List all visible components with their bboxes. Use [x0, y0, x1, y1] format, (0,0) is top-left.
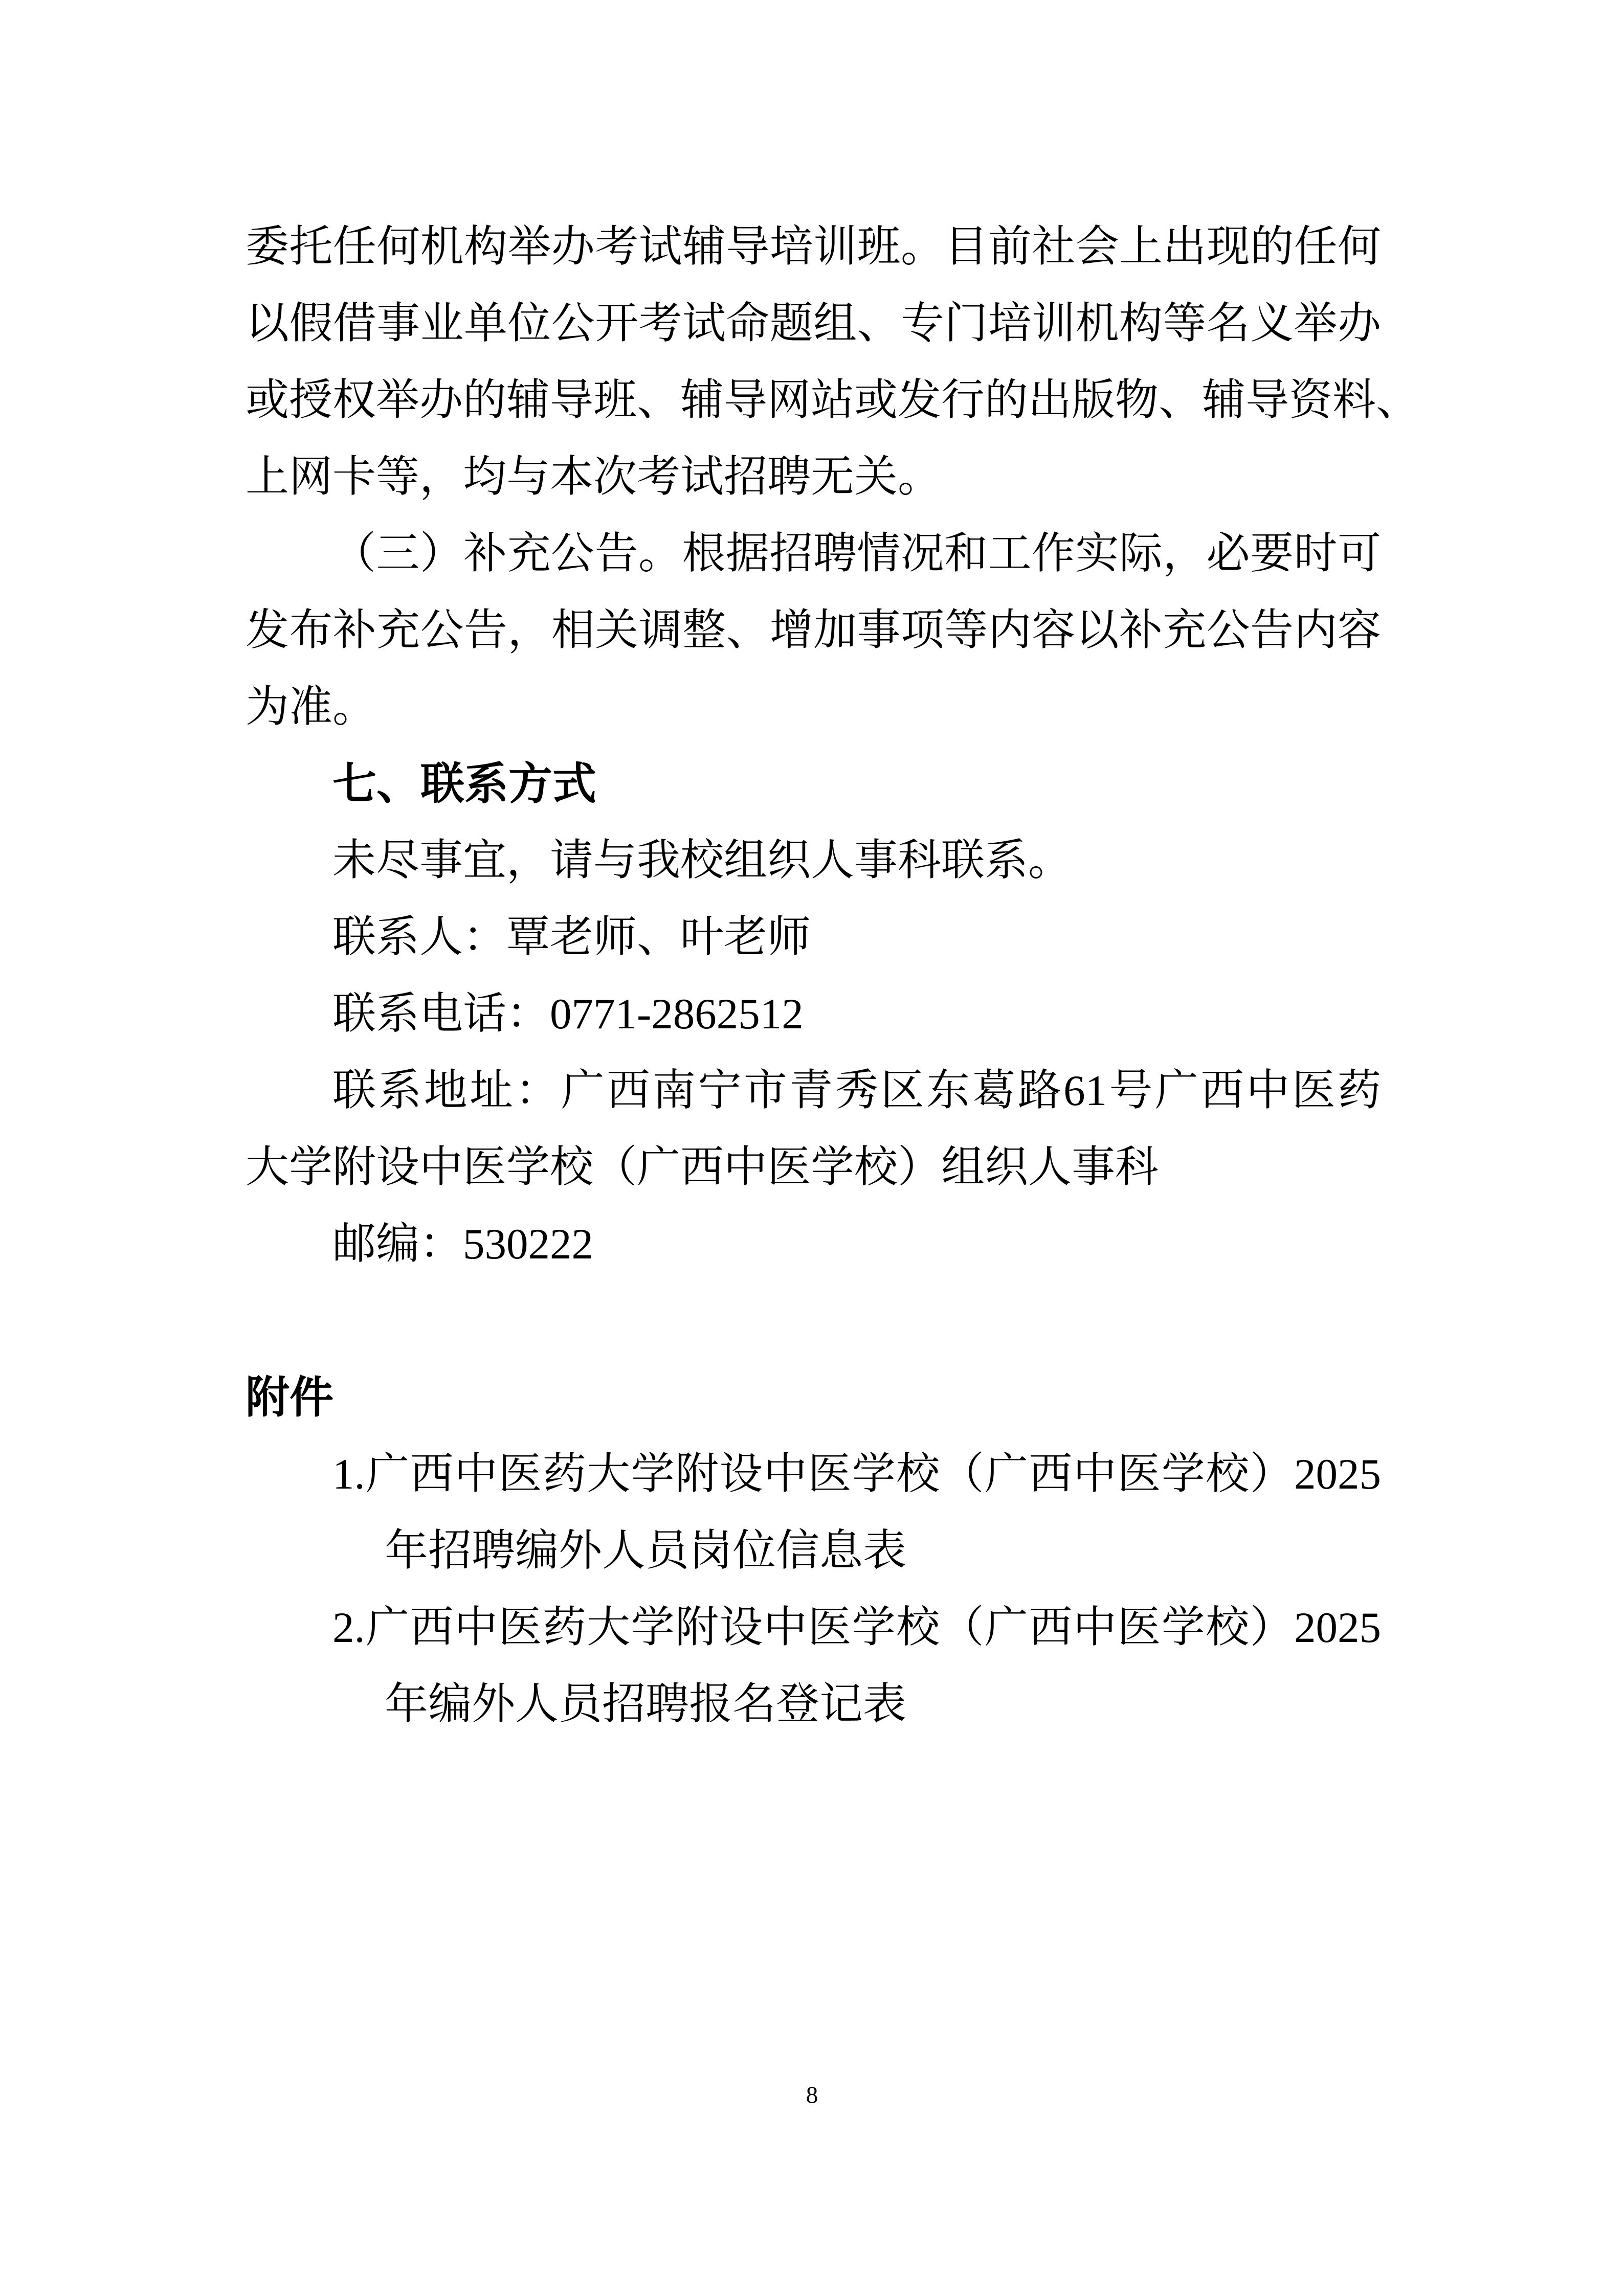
para-exam-warning-line-3: 或授权举办的辅导班、辅导网站或发行的出版物、辅导资料、: [246, 376, 1420, 424]
attachment-item-2-line-2: 年编外人员招聘报名登记表: [385, 1680, 907, 1728]
heading-contact-section: 七、联系方式: [332, 759, 596, 808]
attachment-item-2-line-1: 2.广西中医药大学附设中医学校（广西中医学校）2025: [332, 1604, 1381, 1652]
para-supplement-notice-line-2: 发布补充公告，相关调整、增加事项等内容以补充公告内容: [246, 606, 1381, 655]
page-number: 8: [806, 2082, 818, 2108]
heading-attachments: 附件: [246, 1373, 333, 1422]
contact-phone-line: 联系电话：0771-2862512: [332, 990, 804, 1038]
page-content: [246, 209, 1420, 1743]
contact-person-line: 联系人：覃老师、叶老师: [332, 913, 811, 961]
para-exam-warning-line-4: 上网卡等，均与本次考试招聘无关。: [246, 453, 942, 501]
contact-address-line-1: 联系地址：广西南宁市青秀区东葛路61号广西中医药: [332, 1067, 1381, 1115]
para-exam-warning-line-2: 以假借事业单位公开考试命题组、专门培训机构等名义举办: [246, 300, 1381, 348]
contact-address-line-2: 大学附设中医学校（广西中医学校）组织人事科: [246, 1143, 1159, 1191]
attachment-item-1-line-2: 年招聘编外人员岗位信息表: [385, 1527, 907, 1575]
blank-line: [246, 1282, 1381, 1359]
attachment-item-1-line-1: 1.广西中医药大学附设中医学校（广西中医学校）2025: [332, 1450, 1381, 1498]
contact-intro-line: 未尽事宜，请与我校组织人事科联系。: [332, 837, 1072, 885]
para-supplement-notice-line-3: 为准。: [246, 683, 376, 731]
para-supplement-notice-line-1: （三）补充公告。根据招聘情况和工作实际，必要时可: [332, 530, 1381, 578]
para-exam-warning-line-1: 委托任何机构举办考试辅导培训班。目前社会上出现的任何: [246, 223, 1381, 271]
contact-postal-code-line: 邮编：530222: [332, 1220, 594, 1268]
